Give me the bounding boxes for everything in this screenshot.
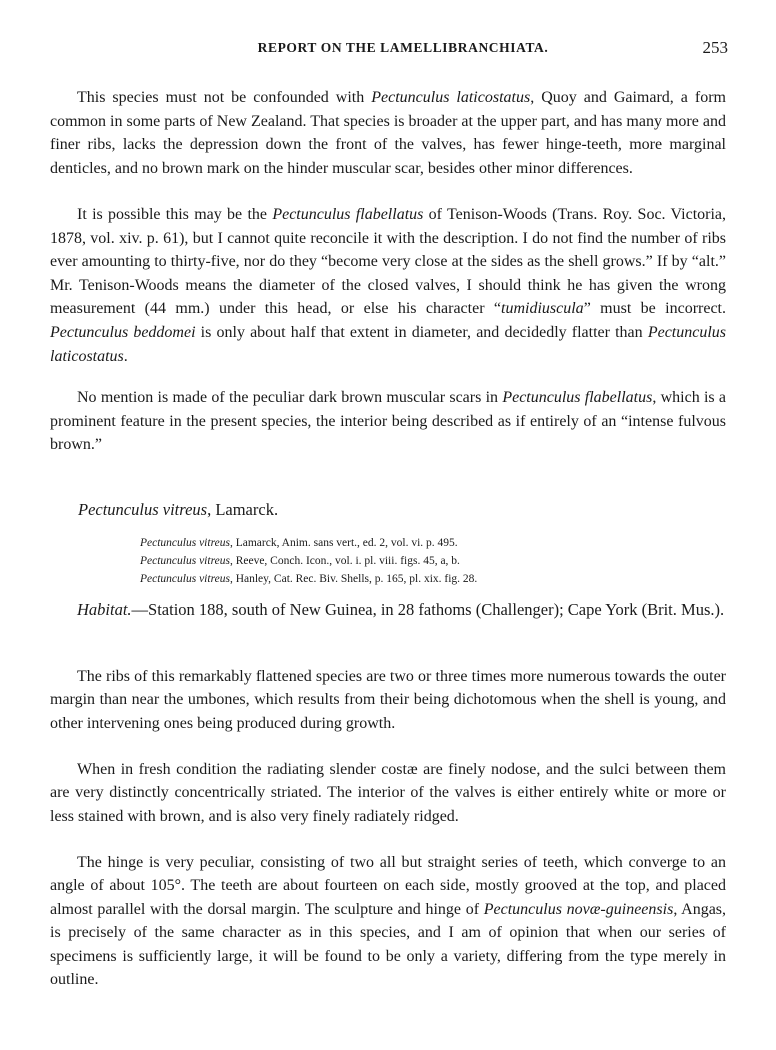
species-heading-author: , Lamarck. (207, 500, 279, 519)
text-run: of Tenison-Woods (Trans. Roy. Soc. Victoria, 1878, vol. xiv. p. 61), but I cannot quite reconcile it with the description. I do not find the number of ribs ever amounting to thirty-five, nor do they “become very close at the sides as the shell grows.” If by “alt.” Mr. Tenison-Woods means the diameter of the closed valves, I should think he has given the wrong measurement (44 mm.) under this head, or else his character “ (50, 206, 727, 318)
paragraph-flabellatus-discussion (50, 203, 726, 368)
page-number: 253 (702, 38, 728, 57)
reference-species: Pectunculus vitreus (140, 573, 230, 585)
synonymy-reference (140, 570, 700, 588)
species-name: Pectunculus beddomei (50, 323, 196, 341)
habitat-text: —Station 188, south of New Guinea, in 28 fathoms (Challenger); Cape York (Brit. Mus.). (131, 600, 725, 619)
habitat-label: Habitat. (77, 600, 132, 619)
species-name: Pectunculus laticostatus (50, 323, 727, 365)
paragraph-muscular-scars (50, 386, 726, 457)
text-run: ” must be incorrect. (583, 300, 727, 318)
text-run: is only about half that extent in diameter, and decidedly flatter than (195, 323, 648, 341)
species-term: tumidiuscula (501, 300, 584, 318)
text-run: The ribs of this remarkably flattened species are two or three times more numerous towards the outer margin than near the umbones, which results from their being dichotomous when the shell is young, and other intervening ones being produced during growth. (50, 668, 726, 732)
species-heading-name: Pectunculus vitreus (78, 500, 208, 519)
species-heading (78, 500, 718, 520)
species-name: Pectunculus flabellatus (502, 389, 653, 406)
synonymy-reference (140, 552, 700, 570)
text-run: This species must not be confounded with (77, 89, 372, 106)
text-run: , which is a prominent feature in the present species, the interior being described as if entirely of an “intense fulvous brown.” (50, 389, 727, 454)
reference-species: Pectunculus vitreus (140, 537, 230, 549)
species-name: Pectunculus novæ-guineensis (483, 900, 674, 918)
running-title: REPORT ON THE LAMELLIBRANCHIATA. (257, 40, 549, 55)
text-run: It is possible this may be the (77, 206, 273, 223)
running-header (78, 40, 728, 62)
text-run: , Quoy and Gaimard, a form common in some parts of New Zealand. That species is broader at the upper part, and has many more and finer ribs, lacks the depression down the front of the valves, has fewer hinge-teeth, more marginal denticles, and no brown mark on the hinder muscular scar, besides other minor differences. (50, 89, 726, 177)
text-run: When in fresh condition the radiating slender costæ are finely nodose, and the sulci between them are very distinctly concentrically striated. The interior of the valves is either entirely white or more or less stained with brown, and is also very finely radiately ridged. (50, 761, 726, 825)
text-run: The hinge is very peculiar, consisting of two all but straight series of teeth, which converge to an angle of about 105°. The teeth are about fourteen on each side, mostly grooved at the top, and placed almost parallel with the dorsal margin. The sculpture and hinge of (50, 854, 726, 918)
text-run: , Angas, is precisely of the same character as in this species, and I am of opinion that when our series of specimens is sufficiently large, it will be found to be only a variety, differing from the type merely in outline. (50, 900, 727, 989)
text-run: . (123, 347, 128, 365)
reference-citation: , Lamarck, Anim. sans vert., ed. 2, vol. vi. p. 495. (229, 537, 458, 549)
synonymy-list (140, 534, 700, 588)
species-name: Pectunculus laticostatus (371, 89, 531, 106)
reference-species: Pectunculus vitreus (140, 555, 230, 567)
paragraph-ribs (50, 665, 726, 735)
text-run: No mention is made of the peculiar dark brown muscular scars in (77, 389, 503, 406)
reference-citation: , Reeve, Conch. Icon., vol. i. pl. viii. figs. 45, a, b. (229, 555, 460, 567)
species-name: Pectunculus flabellatus (272, 206, 424, 223)
paragraph-comparison-laticostatus (50, 86, 726, 180)
reference-citation: , Hanley, Cat. Rec. Biv. Shells, p. 165, pl. xix. fig. 28. (229, 573, 478, 585)
paragraph-hinge (50, 851, 726, 991)
synonymy-reference (140, 534, 700, 552)
paragraph-fresh-condition (50, 758, 726, 828)
habitat-paragraph (50, 598, 726, 622)
